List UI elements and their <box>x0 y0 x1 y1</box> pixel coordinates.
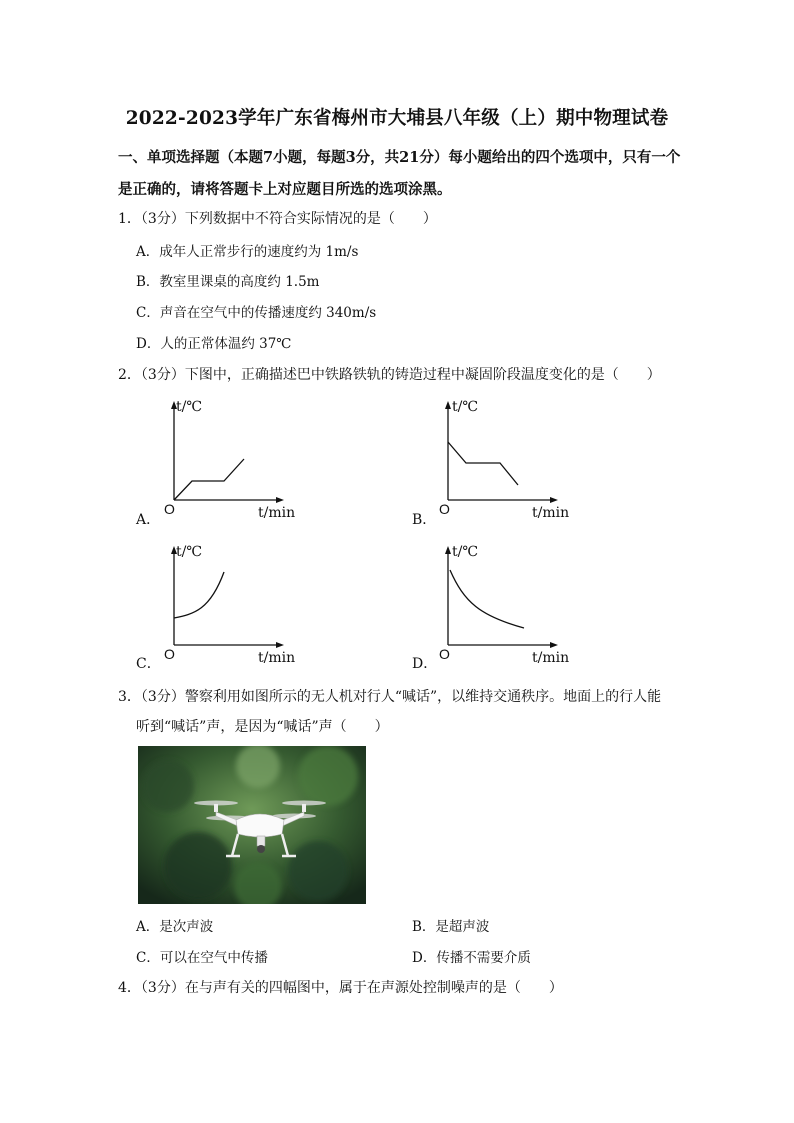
q3-option-a: A．是次声波 <box>136 919 214 935</box>
graph-b-y-label: t/℃ <box>452 399 479 415</box>
drone-photo-svg <box>138 746 366 904</box>
graph-d-origin: O <box>439 646 450 662</box>
graph-d-x-label: t/min <box>532 650 570 666</box>
q3-option-b: B．是超声波 <box>412 919 490 935</box>
graph-d <box>406 540 576 675</box>
page-title: 2022-2023学年广东省梅州市大埔县八年级（上）期中物理试卷 <box>125 108 669 129</box>
q1-option-c: C．声音在空气中的传播速度约 340m/s <box>136 305 377 321</box>
graph-c-y-label: t/℃ <box>176 544 203 560</box>
graph-b-x-arrow <box>550 497 558 503</box>
graph-b <box>406 395 576 530</box>
graph-b-origin: O <box>439 501 450 517</box>
graph-d-y-arrow <box>445 546 451 554</box>
graph-a-x-label: t/min <box>258 505 296 521</box>
question-3-stem-line2: 听到“喊话”声，是因为“喊话”声（ ） <box>136 719 389 735</box>
graph-d-label: D． <box>412 656 438 672</box>
graph-d-x-arrow <box>550 642 558 648</box>
drone-photo <box>138 746 366 904</box>
question-2-stem: 2．（3分）下图中，正确描述巴中铁路铁轨的铸造过程中凝固阶段温度变化的是（ ） <box>118 367 661 383</box>
graph-d-y-label: t/℃ <box>452 544 479 560</box>
q1-option-b: B．教室里课桌的高度约 1.5m <box>136 274 320 290</box>
graph-a <box>130 395 300 530</box>
graph-a-label: A． <box>136 512 161 528</box>
graph-c-x-arrow <box>276 642 284 648</box>
section-heading-line1: 一、单项选择题（本题7小题，每题3分，共21分）每小题给出的四个选项中，只有一个 <box>118 149 681 166</box>
question-3-stem-line1: 3．（3分）警察利用如图所示的无人机对行人“喊话”，以维持交通秩序。地面上的行人能 <box>118 689 662 705</box>
graph-c-x-label: t/min <box>258 650 296 666</box>
q1-option-d: D．人的正常体温约 37℃ <box>136 336 292 352</box>
graph-b-y-arrow <box>445 401 451 409</box>
graph-d-curve <box>450 570 524 628</box>
graph-b-label: B． <box>412 512 437 528</box>
graph-c-label: C． <box>136 656 161 672</box>
graph-c-curve <box>174 572 224 618</box>
graph-a-y-label: t/℃ <box>176 399 203 415</box>
graph-c <box>130 540 300 675</box>
graph-b-curve <box>448 442 518 485</box>
graph-a-curve <box>174 459 244 500</box>
question-1-stem: 1．（3分）下列数据中不符合实际情况的是（ ） <box>118 211 437 227</box>
graph-c-origin: O <box>164 646 175 662</box>
graph-a-origin: O <box>164 501 175 517</box>
question-4-stem: 4．（3分）在与声有关的四幅图中，属于在声源处控制噪声的是（ ） <box>118 980 563 996</box>
section-heading-line2: 是正确的，请将答题卡上对应题目所选的选项涂黑。 <box>118 181 452 198</box>
q3-option-c: C．可以在空气中传播 <box>136 950 268 966</box>
q1-option-a: A．成年人正常步行的速度约为 1m/s <box>136 244 359 260</box>
graph-b-x-label: t/min <box>532 505 570 521</box>
q3-option-d: D．传播不需要介质 <box>412 950 531 966</box>
graph-a-x-arrow <box>276 497 284 503</box>
